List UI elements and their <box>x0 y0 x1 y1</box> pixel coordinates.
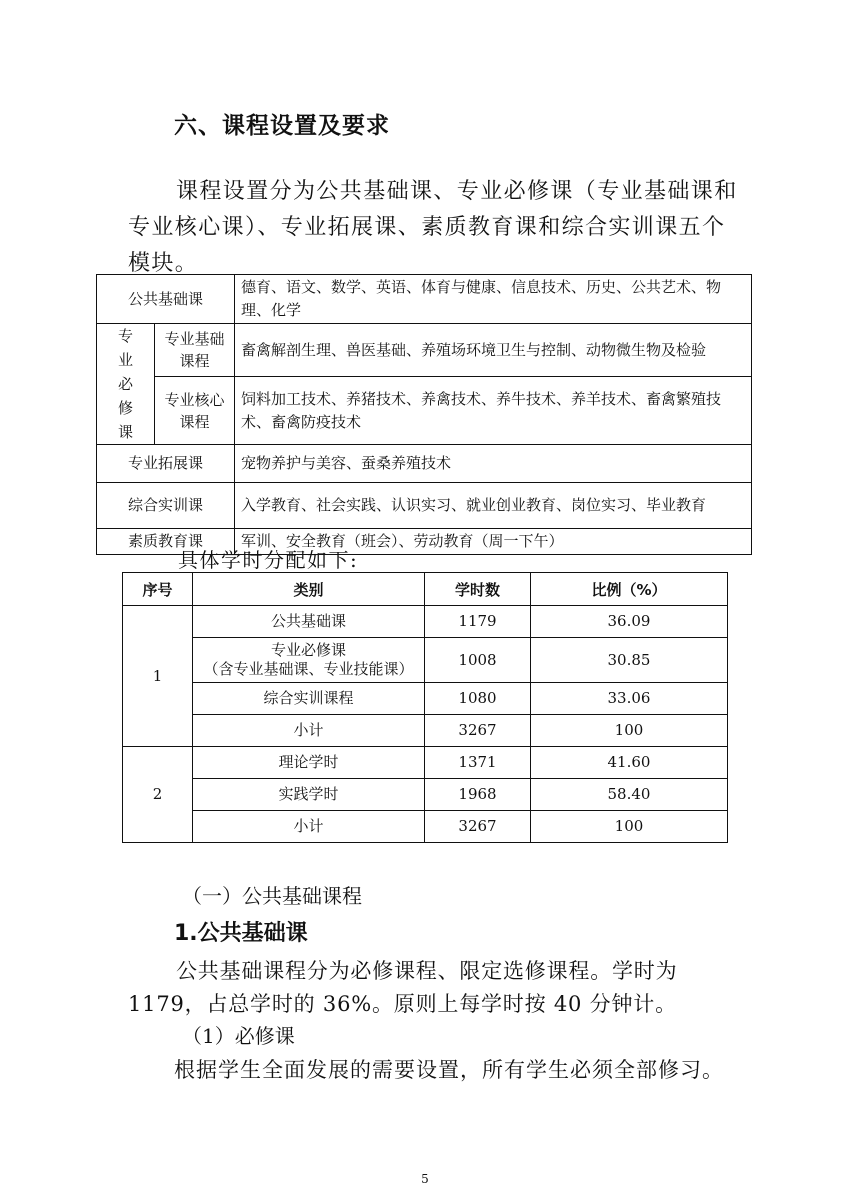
intro-paragraph: 课程设置分为公共基础课、专业必修课（专业基础课和专业核心课）、专业拓展课、素质教育课和综合实训课五个模块。 <box>128 179 738 276</box>
category-cell: 小计 <box>193 811 425 843</box>
hours-cell: 3267 <box>425 811 531 843</box>
module-label: 综合实训课 <box>97 483 235 529</box>
category-cell: 理论学时 <box>193 747 425 779</box>
table-row <box>123 683 728 715</box>
module-content: 军训、安全教育（班会）、劳动教育（周一下午） <box>235 529 752 555</box>
ratio-cell: 36.09 <box>531 606 728 638</box>
table-row <box>97 324 752 377</box>
column-header: 学时数 <box>425 573 531 606</box>
module-content: 畜禽解剖生理、兽医基础、养殖场环境卫生与控制、动物微生物及检验 <box>235 324 752 377</box>
hours-table <box>122 572 728 843</box>
table-row <box>123 715 728 747</box>
category-cell: 综合实训课程 <box>193 683 425 715</box>
column-header: 序号 <box>123 573 193 606</box>
category-cell: 实践学时 <box>193 779 425 811</box>
module-group-label: 专业必修课 <box>97 324 155 445</box>
course-module-table <box>96 274 752 555</box>
module-label: 公共基础课 <box>97 275 235 324</box>
column-header: 类别 <box>193 573 425 606</box>
hours-cell: 1008 <box>425 638 531 683</box>
ratio-cell: 30.85 <box>531 638 728 683</box>
hours-cell: 1968 <box>425 779 531 811</box>
body-paragraph: 根据学生全面发展的需要设置，所有学生必须全部修习。 <box>174 1058 724 1082</box>
module-label: 专业基础课程 <box>155 324 235 377</box>
table-row <box>123 779 728 811</box>
ratio-cell: 100 <box>531 811 728 843</box>
group-number: 1 <box>123 606 193 747</box>
category-note: （含专业基础课、专业技能课） <box>203 660 414 678</box>
category-cell: 公共基础课 <box>193 606 425 638</box>
hours-cell: 1371 <box>425 747 531 779</box>
hours-intro: 具体学时分配如下: <box>178 548 359 572</box>
body-paragraph: 公共基础课程分为必修课程、限定选修课程。学时为1179，占总学时的 36%。原则上每学时按 40 分钟计。 <box>128 959 678 1016</box>
table-row <box>123 606 728 638</box>
item-heading: （1）必修课 <box>182 1024 295 1048</box>
table-row <box>123 811 728 843</box>
module-label: 素质教育课 <box>97 529 235 555</box>
module-content: 饲料加工技术、养猪技术、养禽技术、养牛技术、养羊技术、畜禽繁殖技术、畜禽防疫技术 <box>235 377 752 445</box>
ratio-cell: 33.06 <box>531 683 728 715</box>
module-content: 入学教育、社会实践、认识实习、就业创业教育、岗位实习、毕业教育 <box>235 483 752 529</box>
module-content: 宠物养护与美容、蚕桑养殖技术 <box>235 445 752 483</box>
ratio-cell: 58.40 <box>531 779 728 811</box>
category-cell <box>193 638 425 683</box>
column-header: 比例（%） <box>531 573 728 606</box>
page-number: 5 <box>421 1172 429 1186</box>
subsection-title: 1.公共基础课 <box>174 921 308 946</box>
table-row <box>97 275 752 324</box>
table-row <box>97 483 752 529</box>
category-line: 专业必修课 <box>270 641 346 659</box>
table-row <box>97 445 752 483</box>
category-cell: 小计 <box>193 715 425 747</box>
table-row <box>97 377 752 445</box>
ratio-cell: 41.60 <box>531 747 728 779</box>
module-label: 专业拓展课 <box>97 445 235 483</box>
table-row <box>123 747 728 779</box>
hours-cell: 1179 <box>425 606 531 638</box>
ratio-cell: 100 <box>531 715 728 747</box>
hours-cell: 1080 <box>425 683 531 715</box>
table-header-row <box>123 573 728 606</box>
group-number: 2 <box>123 747 193 843</box>
table-row <box>123 638 728 683</box>
subsection-heading: （一）公共基础课程 <box>182 884 362 908</box>
hours-cell: 3267 <box>425 715 531 747</box>
module-label: 专业核心课程 <box>155 377 235 445</box>
module-content: 德育、语文、数学、英语、体育与健康、信息技术、历史、公共艺术、物理、化学 <box>235 275 752 324</box>
section-heading: 六、课程设置及要求 <box>174 113 390 139</box>
